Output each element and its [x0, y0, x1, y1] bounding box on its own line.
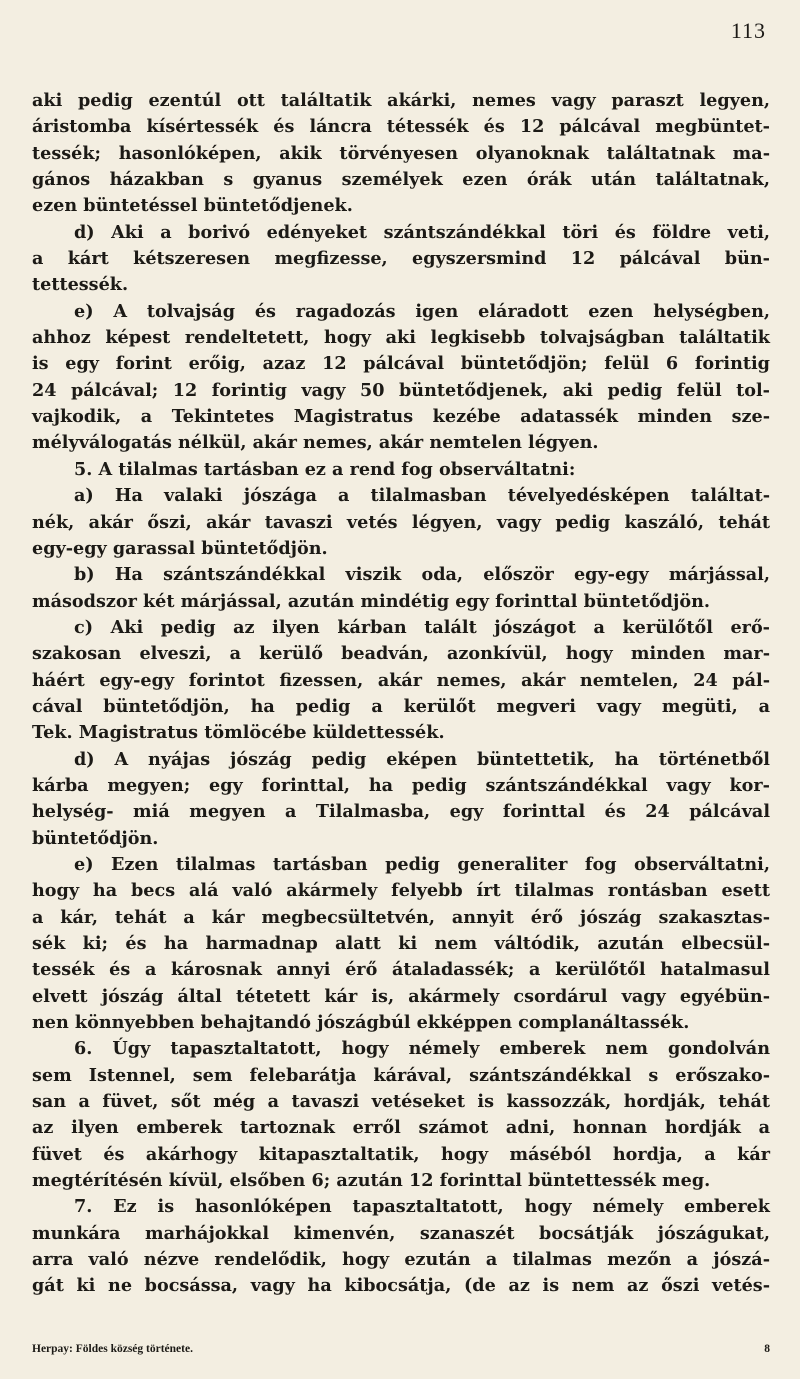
text-line: elvett jószág által tétetett kár is, akármely csordárul vagy egyébün-	[32, 985, 770, 1007]
text-line: az ilyen emberek tartoznak erről számot adni, honnan hordják a	[32, 1117, 770, 1139]
text-line: vajkodik, a Tekintetes Magistratus kezébe adatassék minden sze-	[32, 406, 770, 428]
page-number: 113	[730, 18, 766, 43]
text-line: e) Ezen tilalmas tartásban pedig generaliter fog observáltatni,	[74, 853, 770, 875]
text-line: aki pedig ezentúl ott találtatik akárki, nemes vagy paraszt legyen,	[32, 90, 770, 111]
text-line: áristomba kísértessék és láncra tétessék és 12 pálcával megbüntet-	[32, 116, 770, 138]
text-line: is egy forint erőig, azaz 12 pálcával büntetődjön; felül 6 forintig	[32, 353, 770, 375]
text-line: füvet és akárhogy kitapasztaltatik, hogy máséból hordja, a kár	[32, 1143, 770, 1165]
text-line: munkára marhájokkal kimenvén, szanaszét bocsátják jószágukat,	[32, 1222, 770, 1244]
text-line: ezen büntetéssel büntetődjenek.	[32, 195, 353, 217]
text-line: b) Ha szántszándékkal viszik oda, először egy-egy márjással,	[74, 564, 770, 586]
text-line: büntetődjön.	[32, 827, 159, 849]
text-line: megtérítésén kívül, elsőben 6; azután 12 forinttal büntettessék meg.	[32, 1170, 711, 1192]
text-line: tettessék.	[32, 274, 129, 296]
text-line: a kár, tehát a kár megbecsültetvén, annyit érő jószág szakasztas-	[32, 906, 770, 928]
text-line: sék ki; és ha harmadnap alatt ki nem váltódik, azután elbecsül-	[32, 933, 770, 954]
text-line: helység- miá megyen a Tilalmasba, egy forinttal és 24 pálcával	[32, 801, 770, 823]
body-text	[32, 88, 770, 1300]
text-line: nék, akár őszi, akár tavaszi vetés légyen, vagy pedig kaszáló, tehát	[32, 511, 770, 533]
text-line: tessék és a károsnak annyi érő átaladassék; a kerülőtől hatalmasul	[32, 959, 770, 981]
text-line: ahhoz képest rendeltetett, hogy aki legkisebb tolvajságban találtatik	[32, 327, 770, 349]
text-line: hogy ha becs alá való akármely felyebb írt tilalmas rontásban esett	[32, 880, 770, 902]
footer	[32, 1343, 770, 1355]
text-line: d) Aki a borivó edényeket szántszándékkal töri és földre veti,	[74, 221, 770, 243]
text-line: szakosan elveszi, a kerülő beadván, azonkívül, hogy minden mar-	[32, 643, 770, 665]
text-line: e) A tolvajság és ragadozás igen eláradott ezen helységben,	[74, 300, 770, 322]
text-line: kárba megyen; egy forinttal, ha pedig szántszándékkal vagy kor-	[32, 774, 770, 796]
footer-author: Herpay: Földes község története.	[32, 1343, 193, 1355]
text-line: háért egy-egy forintot fizessen, akár nemes, akár nemtelen, 24 pál-	[32, 669, 770, 691]
text-line: 5. A tilalmas tartásban ez a rend fog observáltatni:	[74, 458, 576, 480]
text-line: cával büntetődjön, ha pedig a kerülőt megveri vagy megüti, a	[32, 695, 770, 717]
text-line: nen könnyebben behajtandó jószágbúl ekképpen complanáltassék.	[32, 1012, 690, 1034]
text-line: d) A nyájas jószág pedig eképen büntettetik, ha történetből	[74, 748, 770, 770]
text-line: arra való nézve rendelődik, hogy ezután a tilalmas mezőn a jószá-	[32, 1249, 770, 1271]
text-line: san a füvet, sőt még a tavaszi vetéseket is kassozzák, hordják, tehát	[32, 1091, 770, 1113]
text-line: 6. Úgy tapasztaltatott, hogy némely emberek nem gondolván	[74, 1038, 770, 1060]
text-line: másodszor két márjással, azután mindétig egy forinttal büntetődjön.	[32, 590, 711, 612]
text-line: 24 pálcával; 12 forintig vagy 50 büntetődjenek, aki pedig felül tol-	[32, 379, 770, 401]
text-line: c) Aki pedig az ilyen kárban talált jószágot a kerülőtől erő-	[74, 616, 770, 638]
text-line: gános házakban s gyanus személyek ezen órák után találtatnak,	[32, 169, 770, 191]
text-line: Tek. Magistratus tömlöcébe küldettessék.	[32, 722, 445, 744]
text-line: mélyválogatás nélkül, akár nemes, akár nemtelen légyen.	[32, 432, 599, 454]
footer-signature: 8	[764, 1343, 770, 1355]
text-line: a kárt kétszeresen megfizesse, egyszersmind 12 pálcával bün-	[32, 248, 770, 270]
text-line: a) Ha valaki jószága a tilalmasban tévelyedésképen találtat-	[74, 485, 770, 507]
text-line: egy-egy garassal büntetődjön.	[32, 537, 328, 559]
text-line: gát ki ne bocsássa, vagy ha kibocsátja, (de az is nem az őszi vetés-	[32, 1275, 770, 1297]
text-line: tessék; hasonlóképen, akik törvényesen olyanoknak találtatnak ma-	[32, 142, 770, 164]
text-line: 7. Ez is hasonlóképen tapasztaltatott, hogy némely emberek	[74, 1196, 770, 1218]
text-line: sem Istennel, sem felebarátja kárával, szántszándékkal s erőszako-	[32, 1064, 770, 1086]
